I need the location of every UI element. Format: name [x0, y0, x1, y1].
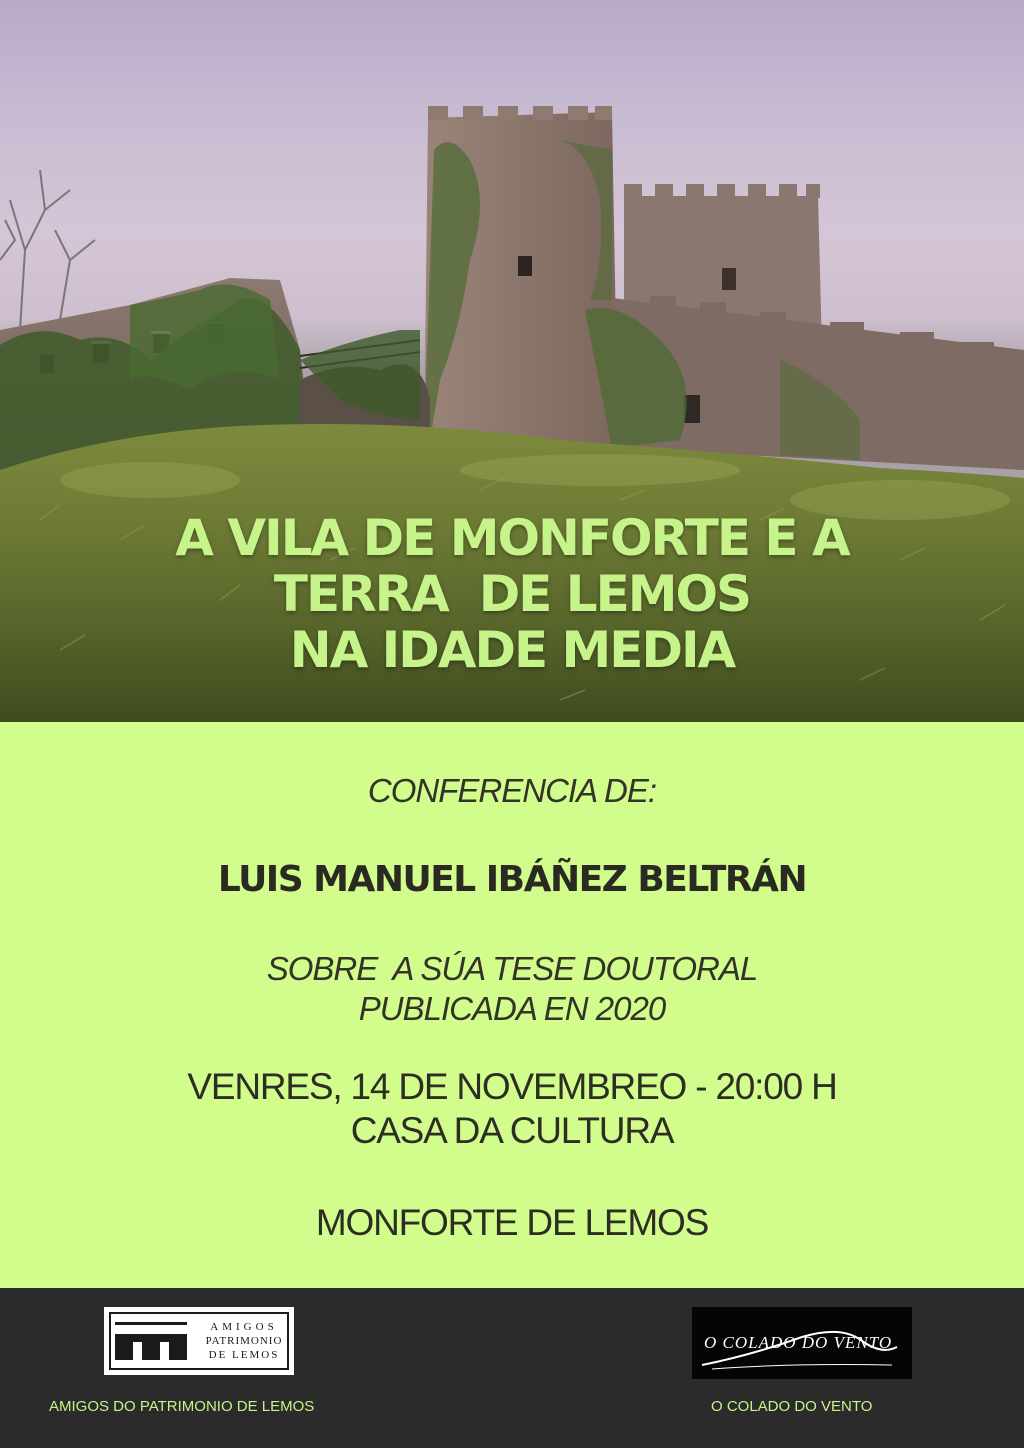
conference-label: CONFERENCIA DE: — [367, 772, 657, 809]
event-info-panel — [0, 722, 1024, 1288]
event-title-line-2: TERRA DE LEMOS — [273, 565, 751, 623]
amigos-logo-text-3: DE LEMOS — [208, 1349, 280, 1361]
event-datetime: VENRES, 14 DE NOVEMBREO - 20:00 H — [187, 1066, 837, 1107]
amigos-logo-text-2: PATRIMONIO — [205, 1335, 283, 1347]
colado-do-vento-logo — [692, 1307, 912, 1379]
castle-battlement-icon — [115, 1322, 187, 1362]
event-city: MONFORTE DE LEMOS — [315, 1202, 709, 1243]
topic-line-2: PUBLICADA EN 2020 — [358, 990, 666, 1027]
colado-caption: O COLADO DO VENTO — [711, 1398, 873, 1415]
event-title-line-3: NA IDADE MEDIA — [289, 621, 735, 679]
event-title-line-1: A VILA DE MONFORTE E A — [175, 509, 849, 567]
speaker-name: LUIS MANUEL IBÁÑEZ BELTRÁN — [217, 859, 807, 900]
event-venue: CASA DA CULTURA — [350, 1110, 674, 1151]
topic-line-1: SOBRE A SÚA TESE DOUTORAL — [266, 950, 758, 987]
amigos-logo-text-1: AMIGOS — [210, 1321, 278, 1333]
amigos-patrimonio-logo — [104, 1307, 294, 1375]
colado-logo-text: O COLADO DO VENTO — [704, 1333, 893, 1352]
hero-photo — [0, 0, 1024, 722]
amigos-caption: AMIGOS DO PATRIMONIO DE LEMOS — [49, 1398, 315, 1415]
sponsors-footer — [0, 1288, 1024, 1448]
